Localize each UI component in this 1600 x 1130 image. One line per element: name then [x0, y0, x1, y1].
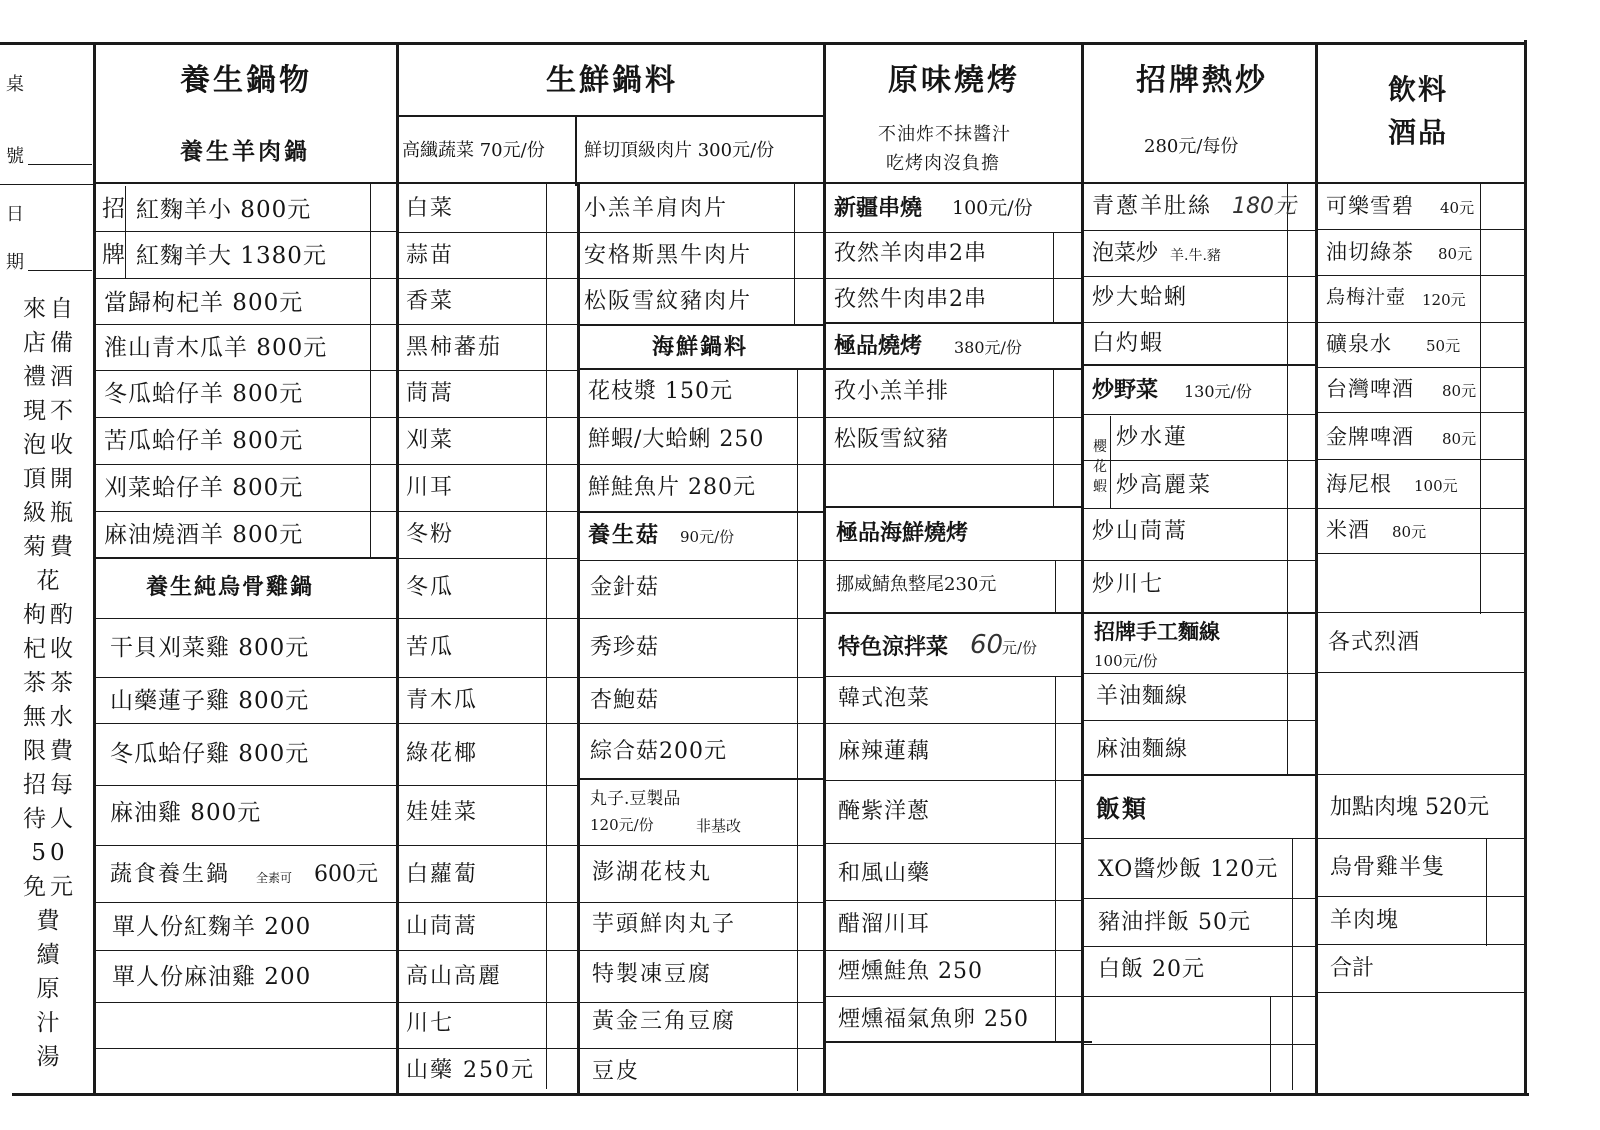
noodle-header: 招牌手工麵線: [1094, 619, 1220, 644]
cold-item-3: 醃紫洋蔥: [838, 799, 931, 824]
house-note-20: 續: [36, 942, 64, 968]
house-note-14: 限費: [23, 738, 77, 764]
cold-item-2: 麻辣蓮藕: [838, 739, 931, 764]
rice-header: 飯類: [1096, 794, 1148, 823]
col3-sub2: 吃烤肉沒負擔: [886, 153, 1000, 174]
noodle-item-2: 麻油麵線: [1096, 737, 1189, 762]
house-note-9: 花: [36, 568, 64, 594]
rice-item-1: XO醬炒飯 120元: [1098, 857, 1279, 882]
house-note-8: 菊費: [23, 534, 77, 560]
cold-item-5: 醋溜川耳: [838, 912, 931, 937]
veg-item-10: 苦瓜: [406, 635, 455, 660]
house-note-23: 湯: [36, 1044, 64, 1070]
balls-item-4: 黃金三角豆腐: [592, 1009, 737, 1034]
mushroom-item-1: 金針菇: [590, 575, 660, 600]
lamb-pot-item-8: 麻油燒酒羊 800元: [104, 522, 304, 548]
veg-item-7: 川耳: [406, 475, 455, 500]
veg-item-17: 川七: [406, 1011, 455, 1036]
wild-veg-item-3: 炒山茼蒿: [1092, 519, 1189, 544]
rice-item-2: 豬油拌飯 50元: [1098, 910, 1251, 935]
balls-item-2: 芋頭鮮肉丸子: [592, 912, 737, 937]
house-note-18: 免元: [23, 874, 77, 900]
lamb-pot-item-1: 紅麴羊小 800元: [136, 197, 312, 223]
date-label: 期: [6, 252, 24, 273]
lamb-pot-item-2: 紅麴羊大 1380元: [136, 243, 327, 269]
premium-price: 380元/份: [954, 338, 1022, 357]
seafood-item-1: 花枝漿 150元: [588, 379, 733, 404]
col4-price: 280元/每份: [1144, 136, 1239, 157]
drink-name-8: 米酒: [1326, 518, 1370, 542]
veg-header: 高纖蔬菜 70元/份: [402, 140, 545, 161]
house-note-12: 茶茶: [23, 670, 77, 696]
lamb-chunk: 羊肉塊: [1330, 908, 1400, 933]
house-note-3: 禮酒: [23, 364, 77, 390]
lamb-pot-item-7: 刈菜蛤仔羊 800元: [104, 475, 304, 501]
cold-dish-name: 特色涼拌菜: [838, 634, 949, 660]
mushroom-header: 養生菇: [588, 522, 661, 548]
drink-price-4: 50元: [1426, 337, 1461, 355]
balls-item-3: 特製凍豆腐: [592, 962, 713, 987]
chicken-half: 烏骨雞半隻: [1330, 855, 1446, 880]
cold-item-7: 煙燻福氣魚卵 250: [838, 1007, 1029, 1032]
signature-char-2: 牌: [102, 242, 125, 268]
col1-subheader2: 養生純烏骨雞鍋: [146, 574, 315, 600]
house-note-6: 頂開: [23, 466, 77, 492]
house-note-17: 50: [31, 840, 69, 866]
sakura-shrimp-char-1: 櫻: [1093, 439, 1107, 455]
meat-item-2: 安格斯黑牛肉片: [584, 243, 753, 268]
meat-item-1: 小羔羊肩肉片: [584, 196, 729, 221]
house-note-4: 現不: [23, 398, 77, 424]
drink-price-3: 120元: [1422, 291, 1466, 309]
veg-item-14: 白蘿蔔: [406, 862, 479, 887]
veg-item-18: 山藥 250元: [406, 1058, 535, 1083]
veg-item-8: 冬粉: [406, 522, 455, 547]
balls-item-1: 澎湖花枝丸: [592, 860, 713, 885]
xinjiang-price: 100元/份: [952, 197, 1033, 219]
veg-item-3: 香菜: [406, 289, 455, 314]
col1-header: 養生鍋物: [180, 63, 312, 98]
noodle-item-1: 羊油麵線: [1096, 684, 1189, 709]
col3-sub1: 不油炸不抹醬汁: [878, 124, 1011, 145]
balls-title: 丸子.豆製品: [590, 789, 681, 809]
mushroom-price: 90元/份: [680, 528, 735, 546]
balls-note: 非基改: [696, 817, 742, 835]
chicken-pot-item-1: 干貝刈菜雞 800元: [110, 635, 310, 661]
col2-header: 生鮮鍋料: [546, 63, 678, 98]
col5-header1: 飲料: [1388, 73, 1449, 106]
extra-meat: 加點肉塊 520元: [1330, 795, 1489, 820]
drink-name-1: 可樂雪碧: [1326, 194, 1414, 218]
veg-item-13: 娃娃菜: [406, 800, 479, 825]
vegetarian-name: 蔬食養生鍋: [110, 862, 231, 887]
drink-name-7: 海尼根: [1326, 472, 1392, 496]
wild-veg-name: 炒野菜: [1092, 377, 1159, 403]
house-notes: [18, 298, 82, 1069]
cold-item-6: 煙燻鮭魚 250: [838, 959, 983, 984]
chicken-pot-item-4: 麻油雞 800元: [110, 800, 262, 826]
spirits: 各式烈酒: [1328, 630, 1421, 655]
drink-name-5: 台灣啤酒: [1326, 377, 1414, 401]
veg-item-9: 冬瓜: [406, 575, 455, 600]
veg-item-11: 青木瓜: [406, 688, 479, 713]
wild-veg-price: 130元/份: [1184, 382, 1252, 401]
wild-veg-item-2: 炒高麗菜: [1116, 473, 1213, 498]
drink-name-3: 烏梅汁壺: [1326, 286, 1407, 308]
house-note-21: 原: [36, 976, 64, 1002]
seafood-bbq-item: 挪威鯖魚整尾230元: [836, 574, 997, 595]
veg-item-16: 高山高麗: [406, 964, 503, 989]
premium-name: 極品燒烤: [834, 333, 923, 359]
rice-item-3: 白飯 20元: [1098, 957, 1205, 982]
meat-item-3: 松阪雪紋豬肉片: [584, 289, 753, 314]
stirfry-item-2: 白灼蝦: [1092, 331, 1165, 356]
sakura-shrimp-char-3: 蝦: [1093, 479, 1107, 495]
house-note-15: 招每: [23, 772, 77, 798]
veg-item-2: 蒜苗: [406, 243, 455, 268]
chicken-pot-item-3: 冬瓜蛤仔雞 800元: [110, 741, 310, 767]
drink-price-6: 80元: [1442, 430, 1477, 448]
sakura-shrimp-label: [1090, 440, 1110, 494]
house-note-2: 店備: [23, 330, 77, 356]
drink-price-7: 100元: [1414, 477, 1458, 495]
kimchi-options: 羊.牛.豬: [1170, 248, 1221, 264]
veg-item-12: 綠花椰: [406, 741, 479, 766]
xinjiang-item-2: 孜然牛肉串2串: [834, 287, 987, 312]
house-note-7: 級瓶: [23, 500, 77, 526]
house-note-10: 枸酌: [23, 602, 77, 628]
col3-header: 原味燒烤: [888, 63, 1020, 98]
seafood-item-3: 鮮鮭魚片 280元: [588, 475, 756, 500]
col5-header2: 酒品: [1388, 116, 1449, 149]
lamb-pot-item-5: 冬瓜蛤仔羊 800元: [104, 381, 304, 407]
xinjiang-name: 新疆串燒: [834, 195, 923, 221]
tripe-name: 青蔥羊肚絲: [1092, 194, 1213, 219]
house-note-16: 待人: [23, 806, 77, 832]
lamb-pot-item-3: 當歸枸杞羊 800元: [104, 290, 304, 316]
house-note-1: 來自: [23, 296, 77, 322]
house-note-5: 泡收: [23, 432, 77, 458]
drink-name-2: 油切綠茶: [1326, 240, 1414, 264]
drink-price-2: 80元: [1438, 245, 1473, 263]
house-note-19: 費: [36, 908, 64, 934]
sakura-shrimp-char-2: 花: [1093, 459, 1107, 475]
table-label: 桌: [6, 74, 24, 95]
vegetarian-price: 600元: [314, 862, 378, 887]
day-label: 日: [6, 204, 24, 225]
seafood-bbq: 極品海鮮燒烤: [836, 520, 969, 546]
veg-item-5: 茼蒿: [406, 381, 455, 406]
tripe-price: 180元: [1232, 194, 1296, 219]
number-label: 號: [6, 146, 24, 167]
col4-header: 招牌熱炒: [1136, 63, 1268, 98]
seafood-item-2: 鮮蝦/大蛤蜊 250: [588, 427, 765, 452]
veg-item-1: 白菜: [406, 196, 455, 221]
signature-char-1: 招: [102, 196, 125, 222]
wild-veg-item-1: 炒水蓮: [1116, 425, 1189, 450]
veg-item-6: 刈菜: [406, 428, 455, 453]
chicken-pot-item-2: 山藥蓮子雞 800元: [110, 688, 310, 714]
meat-header: 鮮切頂級肉片 300元/份: [584, 140, 775, 161]
drink-name-6: 金牌啤酒: [1326, 425, 1414, 449]
mushroom-item-4: 綜合菇200元: [590, 739, 727, 764]
drink-name-4: 礦泉水: [1326, 332, 1392, 356]
col1-subheader: 養生羊肉鍋: [180, 138, 310, 165]
kimchi-name: 泡菜炒: [1092, 241, 1159, 266]
stirfry-item-1: 炒大蛤蜊: [1092, 285, 1189, 310]
premium-item-2: 松阪雪紋豬: [834, 427, 950, 452]
mushroom-item-3: 杏鮑菇: [590, 688, 660, 713]
premium-item-1: 孜小羔羊排: [834, 379, 950, 404]
lamb-pot-item-6: 苦瓜蛤仔羊 800元: [104, 428, 304, 454]
drink-price-1: 40元: [1440, 199, 1475, 217]
veg-item-15: 山茼蒿: [406, 914, 479, 939]
xinjiang-item-1: 孜然羊肉串2串: [834, 241, 987, 266]
cold-item-4: 和風山藥: [838, 861, 931, 886]
drink-price-8: 80元: [1392, 523, 1427, 541]
house-note-11: 杞收: [23, 636, 77, 662]
balls-item-5: 豆皮: [592, 1059, 641, 1084]
mushroom-item-2: 秀珍菇: [590, 635, 660, 660]
cold-dish-unit: 元/份: [1002, 639, 1038, 657]
house-note-13: 無水: [23, 704, 77, 730]
cold-dish-price: 60: [970, 630, 1004, 660]
veg-item-4: 黑柿蕃茄: [406, 335, 503, 360]
balls-price: 120元/份: [590, 816, 654, 834]
vegetarian-note: 全素可: [256, 871, 293, 885]
house-note-22: 汁: [36, 1010, 64, 1036]
single-portion-item-1: 單人份紅麴羊 200: [112, 914, 312, 940]
drink-price-5: 80元: [1442, 382, 1477, 400]
cold-item-1: 韓式泡菜: [838, 686, 931, 711]
lamb-pot-item-4: 淮山青木瓜羊 800元: [104, 335, 328, 361]
noodle-price: 100元/份: [1094, 652, 1158, 670]
wild-veg-item-4: 炒川七: [1092, 572, 1165, 597]
total-label: 合計: [1330, 956, 1375, 981]
single-portion-item-2: 單人份麻油雞 200: [112, 964, 312, 990]
seafood-header: 海鮮鍋料: [652, 334, 749, 360]
